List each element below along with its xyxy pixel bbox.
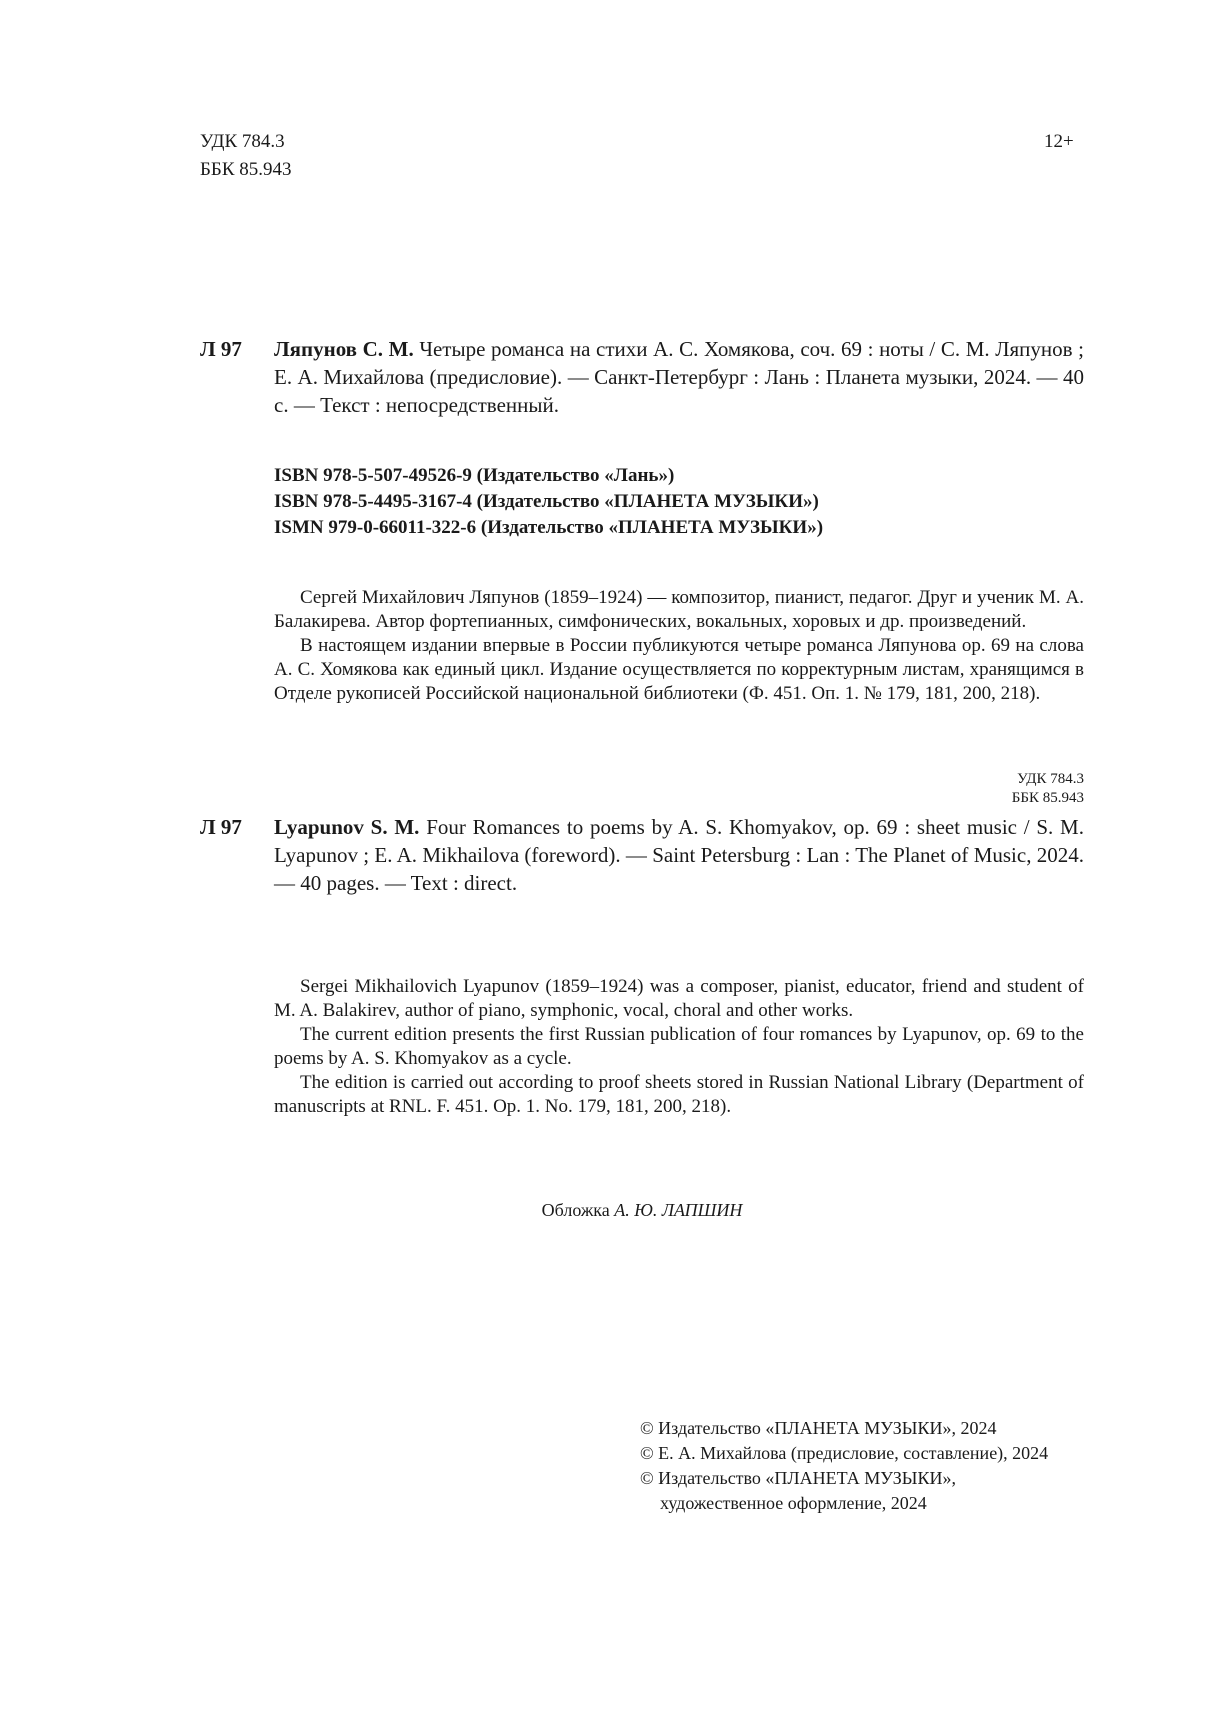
- bbk-code: ББК 85.943: [200, 159, 292, 180]
- author-mark: Л 97: [200, 337, 242, 361]
- isbn-block: [274, 463, 823, 541]
- udk-bbk-header: [200, 128, 292, 184]
- abstract-ru: [274, 586, 1084, 706]
- bibliographic-description: [274, 335, 1084, 419]
- bbk-code: ББК 85.943: [1011, 790, 1084, 806]
- catalog-entry-en: [200, 813, 1084, 897]
- cover-label: Обложка: [541, 1200, 610, 1220]
- copyright-line: художественное оформление, 2024: [660, 1493, 927, 1513]
- isbn-line: ISBN 978-5-4495-3167-4 (Издательство «ПЛАНЕТА МУЗЫКИ»): [274, 491, 819, 512]
- bibliographic-description: [274, 813, 1084, 897]
- copyright-line: © Издательство «ПЛАНЕТА МУЗЫКИ»,: [640, 1468, 956, 1488]
- copyright-line: © Е. А. Михайлова (предисловие, составление), 2024: [640, 1443, 1049, 1463]
- abstract-paragraph: Sergei Mikhailovich Lyapunov (1859–1924) was a composer, pianist, educator, friend and student of M. A. Balakirev, author of piano, symphonic, vocal, choral and other works.: [274, 976, 1084, 1021]
- abstract-paragraph: The edition is carried out according to proof sheets stored in Russian National Library (Department of manuscripts at RNL. F. 451. Op. 1. No. 179, 181, 200, 218).: [274, 1072, 1084, 1117]
- author-name: Ляпунов С. М.: [274, 337, 414, 361]
- abstract-paragraph: The current edition presents the first Russian publication of four romances by Lyapunov, op. 69 to the poems by A. S. Khomyakov as a cycle.: [274, 1024, 1084, 1069]
- ismn-line: ISMN 979-0-66011-322-6 (Издательство «ПЛАНЕТА МУЗЫКИ»): [274, 517, 824, 538]
- udk-code: УДК 784.3: [200, 131, 285, 152]
- description-text: Четыре романса на стихи А. С. Хомякова, соч. 69 : ноты / С. М. Ляпунов ; Е. А. Михайлова (предисловие). — Санкт-Петербург : Лань : Планета музыки, 2024. — 40 с. — Текст : непосредственный.: [274, 337, 1084, 417]
- isbn-line: ISBN 978-5-507-49526-9 (Издательство «Лань»): [274, 465, 675, 486]
- catalog-entry-ru: [200, 335, 1084, 419]
- cover-credit: [200, 1198, 1084, 1222]
- copyright-block: [640, 1416, 1048, 1516]
- udk-code: УДК 784.3: [1017, 771, 1084, 787]
- abstract-paragraph: Сергей Михайлович Ляпунов (1859–1924) — композитор, пианист, педагог. Друг и ученик М. А. Балакирева. Автор фортепианных, симфонических, вокальных, хоровых и др. произведений.: [274, 587, 1084, 632]
- description-text: Four Romances to poems by A. S. Khomyakov, op. 69 : sheet music / S. M. Lyapunov ; E. A. Mikhailova (foreword). — Saint Petersburg : Lan : The Planet of Music, 2024. — 40 pages. — Text : direct.: [274, 815, 1084, 895]
- age-rating: 12+: [1044, 131, 1074, 152]
- author-mark: Л 97: [200, 815, 242, 839]
- cover-artist: А. Ю. ЛАПШИН: [614, 1200, 743, 1220]
- abstract-paragraph: В настоящем издании впервые в России публикуются четыре романса Ляпунова ор. 69 на слова А. С. Хомякова как единый цикл. Издание осуществляется по корректурным листам, хранящимся в Отделе рукописей Российской национальной библиотеки (Ф. 451. Оп. 1. № 179, 181, 200, 218).: [274, 635, 1084, 704]
- copyright-line: © Издательство «ПЛАНЕТА МУЗЫКИ», 2024: [640, 1418, 997, 1438]
- abstract-en: [274, 975, 1084, 1119]
- udk-bbk-right: [900, 770, 1084, 808]
- author-name: Lyapunov S. M.: [274, 815, 420, 839]
